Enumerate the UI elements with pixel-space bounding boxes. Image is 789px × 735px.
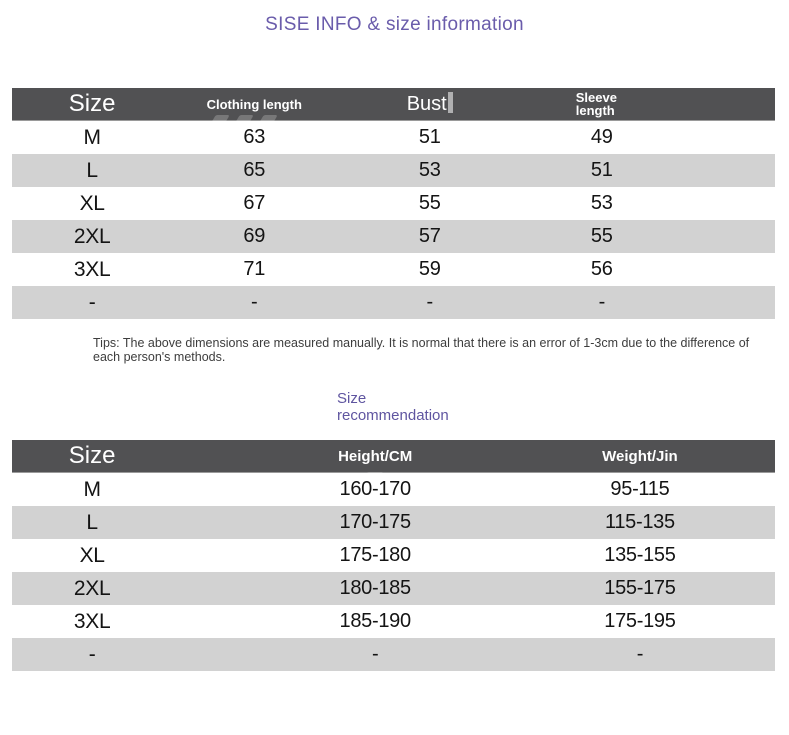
table-cell: -: [598, 291, 605, 313]
table-cell: 3XL: [73, 609, 111, 633]
table-row: [12, 572, 775, 605]
table-cell: 56: [590, 258, 613, 280]
col-header-clothing-length: [172, 98, 336, 111]
table-cell: 55: [590, 225, 613, 247]
table-cell: 59: [418, 258, 441, 280]
table-cell: 175-195: [604, 610, 676, 632]
table-cell: 67: [243, 192, 266, 214]
table-cell: 71: [243, 258, 266, 280]
table-row: [12, 253, 775, 286]
table-row: [12, 605, 775, 638]
text-cursor-artifact: [448, 92, 453, 113]
table-cell: 3XL: [73, 257, 111, 281]
table-row: [12, 539, 775, 572]
table-cell: 2XL: [73, 576, 111, 600]
table-row: [12, 121, 775, 154]
col-header-bust: [336, 92, 523, 116]
size-table-header-row: [12, 88, 775, 121]
table-cell: 155-175: [604, 577, 676, 599]
table-cell: 55: [418, 192, 441, 214]
table-row: [12, 286, 775, 319]
table-cell: 53: [590, 192, 613, 214]
table-cell: -: [251, 291, 258, 313]
table-cell: 180-185: [339, 577, 411, 599]
table-cell: L: [86, 510, 98, 534]
table-cell: -: [88, 290, 96, 314]
measurement-tips-note: Tips: The above dimensions are measured manually. It is normal that there is an error of 1-3cm due to the difference of each person's methods.: [93, 336, 750, 364]
table-cell: -: [426, 291, 433, 313]
size-recommendation-table: [12, 440, 775, 671]
table-cell: 175-180: [339, 544, 411, 566]
col-header-weight: [578, 447, 702, 465]
table-row: [12, 187, 775, 220]
table-cell: -: [88, 642, 96, 666]
table-cell: 57: [418, 225, 441, 247]
col-header-size: Size: [68, 442, 116, 469]
table-cell: 65: [243, 159, 266, 181]
table-cell: -: [636, 643, 644, 665]
size-measurements-table: [12, 88, 775, 319]
table-cell: 135-155: [604, 544, 676, 566]
table-cell: XL: [79, 191, 105, 215]
table-cell: 49: [590, 126, 613, 148]
table-cell: 51: [590, 159, 613, 181]
col-header-bust-label: Bust: [406, 93, 447, 115]
table-row: [12, 473, 775, 506]
table-row: [12, 154, 775, 187]
table-cell: 95-115: [610, 478, 670, 500]
table-row: [12, 638, 775, 671]
table-cell: 69: [243, 225, 266, 247]
table-cell: L: [86, 158, 98, 182]
recommendation-table-header-row: [12, 440, 775, 473]
col-header-sleeve-length: [523, 91, 680, 117]
table-cell: 170-175: [339, 511, 411, 533]
table-cell: XL: [79, 543, 105, 567]
table-cell: 51: [418, 126, 441, 148]
page-title: SISE INFO & size information: [265, 14, 524, 35]
table-cell: 185-190: [339, 610, 411, 632]
col-header-sleeve-length-label: Sleeve length: [575, 90, 617, 118]
table-row: [12, 220, 775, 253]
col-header-size: Size: [68, 90, 116, 117]
col-header-weight-label: Weight/Jin: [602, 447, 678, 465]
table-row: [12, 506, 775, 539]
col-header-clothing-length-label: Clothing length: [206, 96, 302, 112]
table-cell: M: [83, 125, 101, 149]
table-cell: 2XL: [73, 224, 111, 248]
table-cell: 160-170: [339, 478, 411, 500]
table-cell: 53: [418, 159, 441, 181]
col-header-height-label: Height/CM: [338, 447, 413, 465]
table-cell: 115-135: [605, 511, 675, 533]
table-cell: M: [83, 477, 101, 501]
size-recommendation-heading: Size recommendation: [337, 390, 449, 424]
table-cell: -: [371, 643, 379, 665]
col-header-height: [172, 447, 578, 465]
table-cell: 63: [243, 126, 266, 148]
